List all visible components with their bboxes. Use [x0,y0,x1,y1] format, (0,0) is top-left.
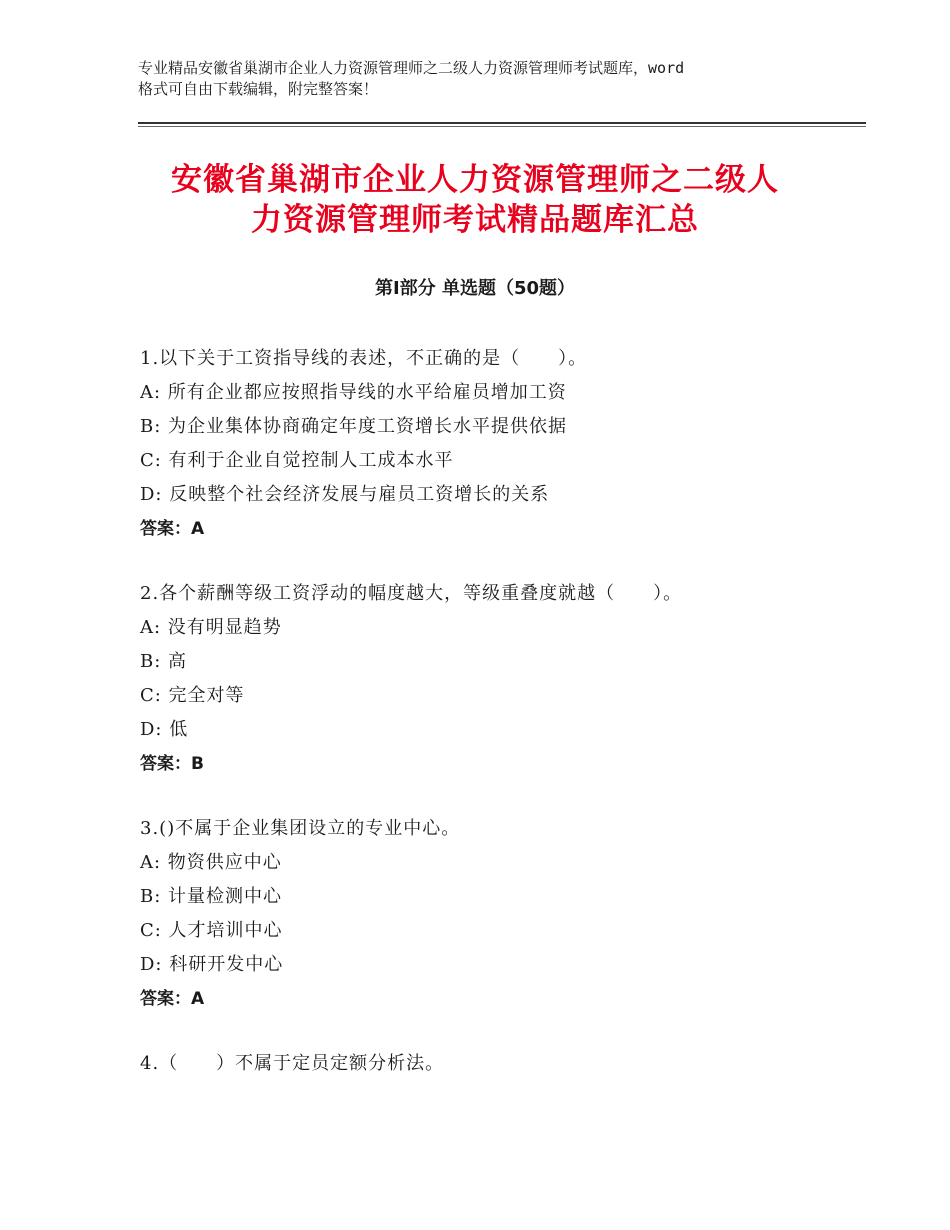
option-c: C: 完全对等 [140,685,245,706]
question-stem: 1.以下关于工资指导线的表述，不正确的是（ ）。 [140,348,588,369]
document-title-line-1: 安徽省巢湖市企业人力资源管理师之二级人 [171,162,779,198]
answer-line: 答案：A [140,989,205,1009]
section-title: 第Ⅰ部分 单选题（50题） [374,278,575,299]
header-note-line-2: 格式可自由下载编辑，附完整答案！ [138,80,379,98]
option-d: D: 低 [140,719,189,740]
question-1 [140,342,860,546]
option-c: C: 有利于企业自觉控制人工成本水平 [140,450,454,471]
question-2 [140,577,860,781]
question-list [140,342,860,1112]
header-divider-thick [138,122,866,124]
question-stem: 3.()不属于企业集团设立的专业中心。 [140,818,461,839]
document-title [100,160,850,240]
option-c: C: 人才培训中心 [140,920,283,941]
option-d: D: 反映整个社会经济发展与雇员工资增长的关系 [140,484,550,505]
header-divider-thin [138,126,866,127]
option-b: B: 为企业集体协商确定年度工资增长水平提供依据 [140,416,568,437]
option-b: B: 高 [140,651,188,672]
option-d: D: 科研开发中心 [140,954,284,975]
option-b: B: 计量检测中心 [140,886,283,907]
option-a: A: 物资供应中心 [140,852,282,873]
option-a: A: 没有明显趋势 [140,617,282,638]
question-4 [140,1047,860,1081]
option-a: A: 所有企业都应按照指导线的水平给雇员增加工资 [140,382,567,403]
question-stem: 2.各个薪酬等级工资浮动的幅度越大，等级重叠度就越（ ）。 [140,583,683,604]
document-title-line-2: 力资源管理师考试精品题库汇总 [251,202,699,238]
question-stem: 4.（ ）不属于定员定额分析法。 [140,1053,445,1074]
answer-line: 答案：A [140,519,205,539]
question-3 [140,812,860,1016]
answer-line: 答案：B [140,754,204,774]
header-note-line-1: 专业精品安徽省巢湖市企业人力资源管理师之二级人力资源管理师考试题库，word [138,59,685,77]
header-note [138,58,838,100]
